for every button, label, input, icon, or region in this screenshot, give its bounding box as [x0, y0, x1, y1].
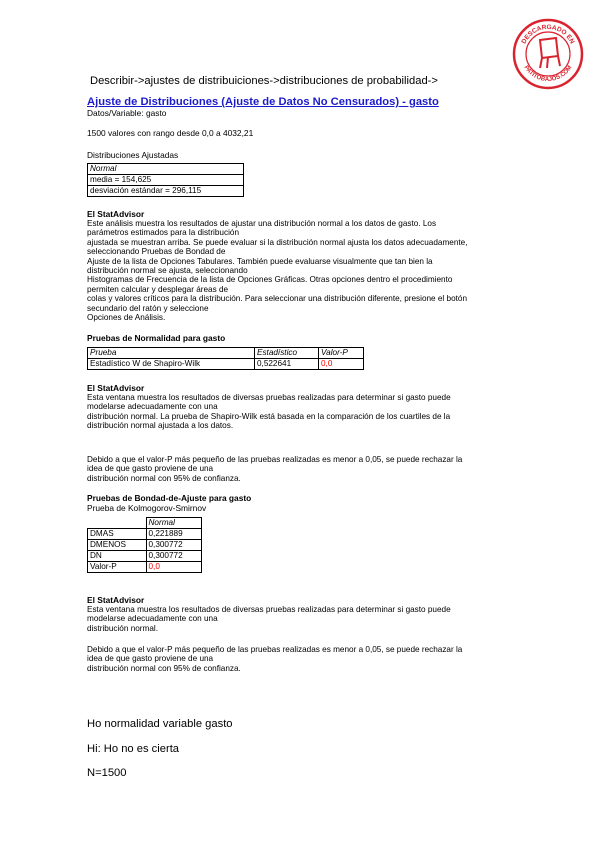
fitted-heading: Distribuciones Ajustadas	[87, 150, 179, 160]
advisor3-text: Esta ventana muestra los resultados de diversas pruebas realizadas para determinar si gasto puede modelarse adecuadamente con una distribución normal.	[87, 605, 451, 633]
fitted-table	[87, 163, 244, 197]
fitted-dist-name: Normal	[88, 164, 244, 175]
advisor3-heading: El StatAdvisor	[87, 595, 145, 605]
advisor2-heading: El StatAdvisor	[87, 383, 145, 393]
alt-hypothesis: Hi: Ho no es cierta	[87, 743, 180, 755]
normality-heading: Pruebas de Normalidad para gasto	[87, 333, 226, 343]
gof-table: Normal DMAS 0,221889 DMENOS 0,300772 DN 0,300772 Valor-P 0,0	[87, 517, 202, 573]
stamp-top-text: DESCARGADO EN	[520, 23, 576, 46]
advisor1-text: Este análisis muestra los resultados de ajustar una distribución normal a los datos de gasto. Los parámetros estimados para la distribución ajustada se muestran arriba. Se puede evaluar si la distribución normal ajusta los datos adecuadamente, seleccionando Pruebas de Bondad de Ajuste de la lista de Opciones Tabulares. También puede evaluarse visualmente que tan bien la distribución normal se ajusta, seleccionando Histogramas de Frecuencia de la lista de Opciones Gráficas. Otras opciones dentro el procedimiento permiten calcular y desplegar áreas de colas y valores críticos para la distribución. Para seleccionar una distribución diferente, presione el botón secundario del ratón y seleccione Opciones de Análisis.	[87, 219, 468, 323]
advisor3-conclusion: Debido a que el valor-P más pequeño de las pruebas realizadas es menor a 0,05, se puede rechazar la idea de que gasto proviene de una distribución normal con 95% de confianza.	[87, 645, 463, 673]
chair-icon	[540, 38, 560, 68]
range-line: 1500 valores con rango desde 0,0 a 4032,21	[87, 128, 254, 138]
fitted-mean: media = 154,625	[88, 175, 244, 186]
stamp-bottom-text: PATITOBAJOS.COM	[522, 64, 574, 84]
advisor2-text: Esta ventana muestra los resultados de diversas pruebas realizadas para determinar si gasto puede modelarse adecuadamente con una distribución normal. La prueba de Shapiro-Wilk está basada en la comparación de los cuartiles de la distribución normal ajustada a los datos.	[87, 393, 451, 431]
fitted-sd: desviación estándar = 296,115	[88, 186, 244, 197]
report-title: Ajuste de Distribuciones (Ajuste de Datos No Censurados) - gasto	[87, 96, 439, 108]
gof-subheading: Prueba de Kolmogorov-Smirnov	[87, 503, 207, 513]
advisor1-heading: El StatAdvisor	[87, 209, 145, 219]
navigation-path: Describir->ajustes de distribuiciones->distribuciones de probabilidad->	[90, 75, 438, 87]
normality-table: Prueba Estadístico Valor-P Estadístico W de Shapiro-Wilk 0,522641 0,0	[87, 347, 364, 370]
variable-line: Datos/Variable: gasto	[87, 108, 167, 118]
advisor2-conclusion: Debido a que el valor-P más pequeño de las pruebas realizadas es menor a 0,05, se puede rechazar la idea de que gasto proviene de una distribución normal con 95% de confianza.	[87, 455, 463, 483]
gof-heading: Pruebas de Bondad-de-Ajuste para gasto	[87, 493, 252, 503]
download-stamp-logo	[512, 18, 584, 90]
null-hypothesis: Ho normalidad variable gasto	[87, 718, 233, 730]
sample-size: N=1500	[87, 767, 127, 779]
